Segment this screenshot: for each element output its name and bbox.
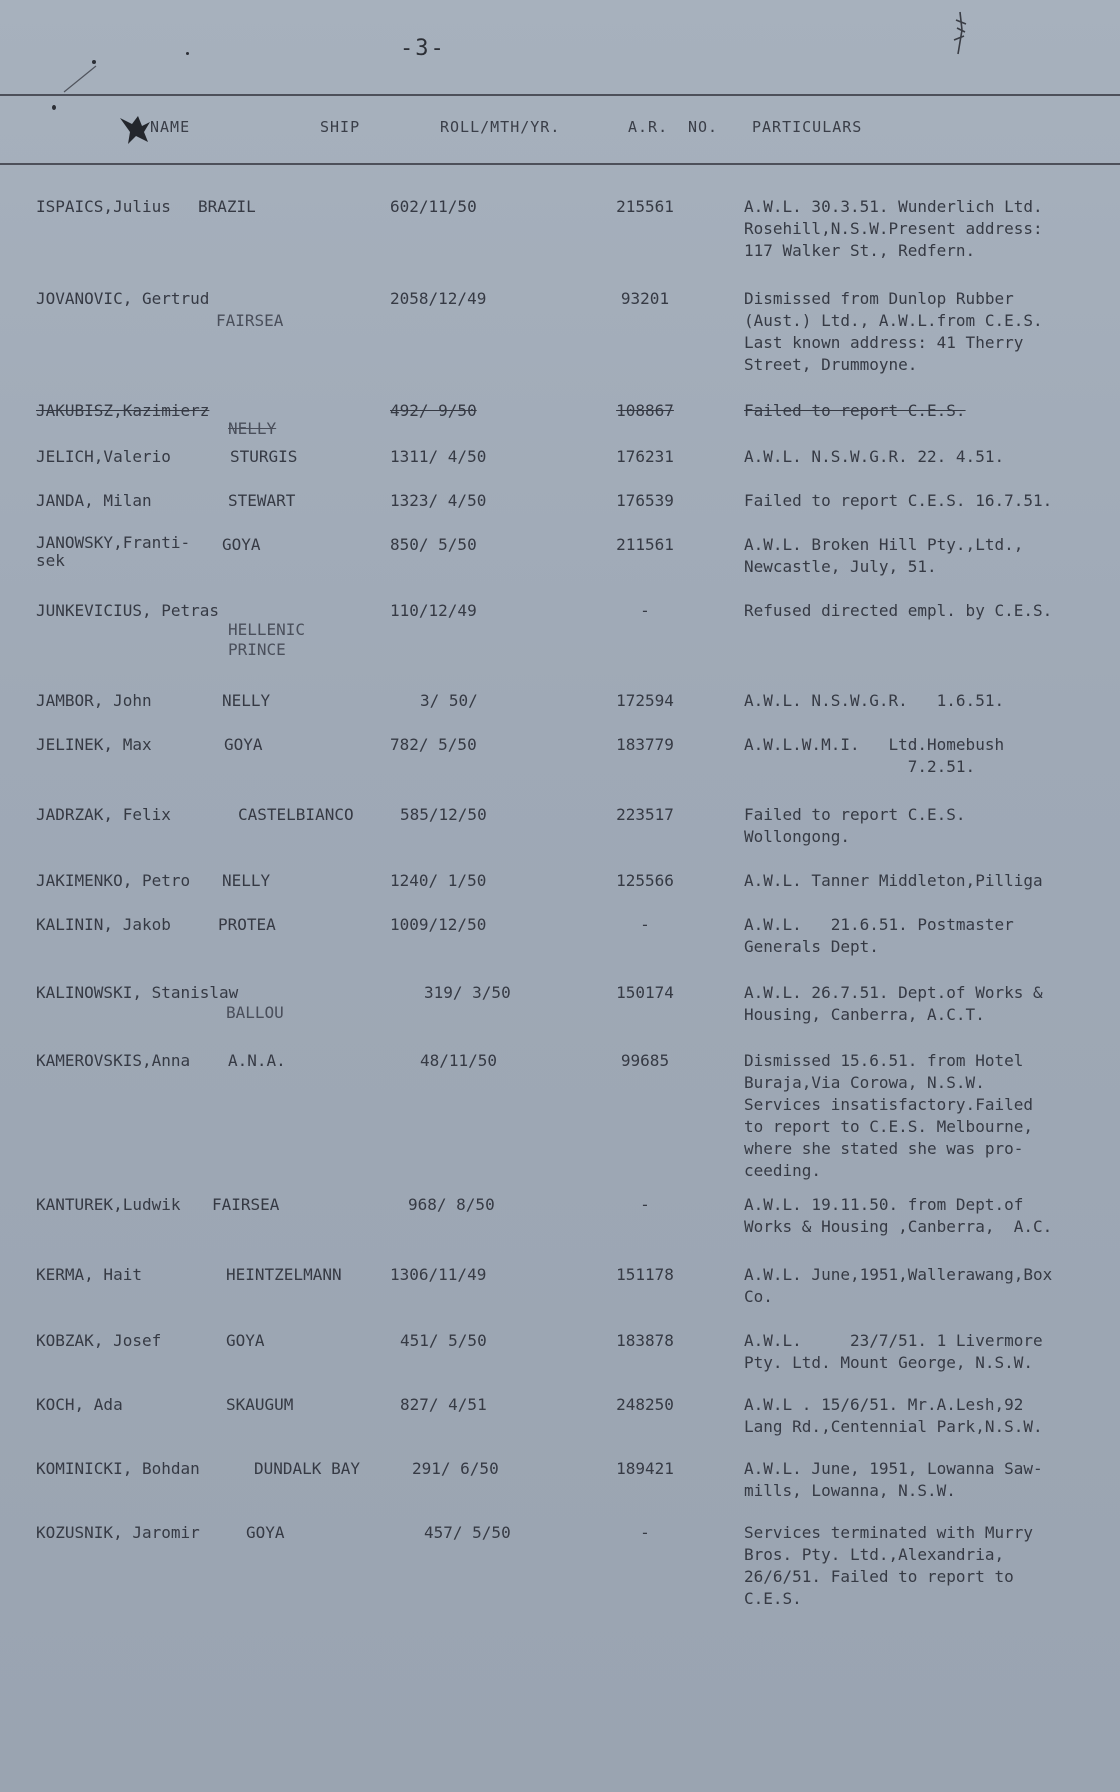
row-ship: HEINTZELMANN	[226, 1265, 342, 1284]
row-ship: NELLY	[228, 419, 277, 438]
row-name: JOVANOVIC, Gertrud	[36, 289, 210, 308]
row-roll: 850/ 5/50	[390, 535, 477, 554]
row-roll: 585/12/50	[400, 805, 487, 824]
row-ar-number: 176539	[616, 491, 674, 510]
row-particulars: Dismissed from Dunlop Rubber (Aust.) Ltd., A.W.L.from C.E.S. Last known address: 41 Therry Street, Drummoyne.	[744, 289, 1043, 374]
row-particulars: A.W.L. 26.7.51. Dept.of Works & Housing, Canberra, A.C.T.	[744, 983, 1043, 1024]
row-particulars: Dismissed 15.6.51. from Hotel Buraja,Via Corowa, N.S.W. Services insatisfactory.Failed to report to C.E.S. Melbourne, where she stated she was pro- ceeding.	[744, 1051, 1033, 1180]
row-ar-number: 99685	[620, 1051, 670, 1070]
row-ship: FAIRSEA	[216, 311, 284, 330]
row-name: KALINOWSKI, Stanislaw	[36, 983, 239, 1002]
row-ar-number: 248250	[616, 1395, 674, 1414]
row-particulars: A.W.L.W.M.I. Ltd.Homebush 7.2.51.	[744, 735, 1005, 776]
row-ship: GOYA	[224, 735, 263, 754]
row-ship: SKAUGUM	[226, 1395, 294, 1414]
page-number: -3-	[400, 36, 446, 61]
row-roll: 492/ 9/50	[390, 401, 477, 420]
row-ar-number: -	[640, 915, 650, 934]
row-ship: CASTELBIANCO	[238, 805, 354, 824]
row-ar-number: 108867	[616, 401, 674, 420]
row-name: KERMA, Hait	[36, 1265, 142, 1284]
row-roll: 1323/ 4/50	[390, 491, 487, 510]
row-name: KOCH, Ada	[36, 1395, 123, 1414]
row-name: JANOWSKY,Franti- sek	[36, 533, 191, 570]
row-ar-number: 176231	[616, 447, 674, 466]
row-particulars: Services terminated with Murry Bros. Pty. Ltd.,Alexandria, 26/6/51. Failed to report to C.E.S.	[744, 1523, 1033, 1608]
row-particulars: A.W.L. 21.6.51. Postmaster Generals Dept.	[744, 915, 1014, 956]
row-particulars: A.W.L . 15/6/51. Mr.A.Lesh,92 Lang Rd.,Centennial Park,N.S.W.	[744, 1395, 1043, 1436]
row-particulars: Refused directed empl. by C.E.S.	[744, 601, 1053, 620]
row-particulars: A.W.L. 23/7/51. 1 Livermore Pty. Ltd. Mount George, N.S.W.	[744, 1331, 1043, 1372]
row-ship: DUNDALK BAY	[254, 1459, 360, 1478]
row-roll: 602/11/50	[390, 197, 477, 216]
row-ar-number: 223517	[616, 805, 674, 824]
row-ar-number: 215561	[616, 197, 674, 216]
row-particulars: A.W.L. N.S.W.G.R. 22. 4.51.	[744, 447, 1005, 466]
row-name: KAMEROVSKIS,Anna	[36, 1051, 191, 1070]
row-roll: 291/ 6/50	[412, 1459, 499, 1478]
row-ar-number: 211561	[616, 535, 674, 554]
row-particulars: Failed to report C.E.S. Wollongong.	[744, 805, 966, 846]
row-roll: 1009/12/50	[390, 915, 487, 934]
row-name: JAKIMENKO, Petro	[36, 871, 191, 890]
row-ar-number: 183779	[616, 735, 674, 754]
row-roll: 2058/12/49	[390, 289, 487, 308]
row-roll: 827/ 4/51	[400, 1395, 487, 1414]
column-header-no: NO.	[688, 118, 719, 136]
row-roll: 1240/ 1/50	[390, 871, 487, 890]
row-ar-number: 172594	[616, 691, 674, 710]
row-name: KOBZAK, Josef	[36, 1331, 162, 1350]
row-name: JELICH,Valerio	[36, 447, 171, 466]
row-name: JANDA, Milan	[36, 491, 152, 510]
row-particulars: A.W.L. 19.11.50. from Dept.of Works & Housing ,Canberra, A.C.	[744, 1195, 1053, 1236]
row-particulars: A.W.L. N.S.W.G.R. 1.6.51.	[744, 691, 1005, 710]
row-ar-number: 183878	[616, 1331, 674, 1350]
row-ship: STURGIS	[230, 447, 298, 466]
row-ship: HELLENIC PRINCE	[228, 620, 306, 659]
row-ship: GOYA	[226, 1331, 265, 1350]
row-ship: BRAZIL	[198, 197, 256, 216]
row-roll: 1311/ 4/50	[390, 447, 487, 466]
row-ar-number: 189421	[616, 1459, 674, 1478]
row-particulars: Failed to report C.E.S. 16.7.51.	[744, 491, 1053, 510]
row-roll: 1306/11/49	[390, 1265, 487, 1284]
column-header-name: NAME	[150, 118, 191, 136]
row-ar-number: -	[640, 1523, 650, 1542]
row-name: KOMINICKI, Bohdan	[36, 1459, 200, 1478]
row-name: KANTUREK,Ludwik	[36, 1195, 181, 1214]
row-ar-number: -	[640, 1195, 650, 1214]
row-roll: 782/ 5/50	[390, 735, 477, 754]
row-particulars: Failed to report C.E.S.	[744, 401, 966, 420]
column-header-particulars: PARTICULARS	[752, 118, 863, 136]
column-header-ar: A.R.	[628, 118, 669, 136]
row-ship: PROTEA	[218, 915, 276, 934]
row-ar-number: 151178	[616, 1265, 674, 1284]
row-name: JAKUBISZ,Kazimierz	[36, 401, 210, 420]
column-header-ship: SHIP	[320, 118, 361, 136]
row-roll: 110/12/49	[390, 601, 477, 620]
row-roll: 319/ 3/50	[424, 983, 511, 1002]
row-ar-number: 150174	[616, 983, 674, 1002]
row-name: ISPAICS,Julius	[36, 197, 171, 216]
row-roll: 451/ 5/50	[400, 1331, 487, 1350]
row-ar-number: -	[640, 601, 650, 620]
row-particulars: A.W.L. Tanner Middleton,Pilliga	[744, 871, 1043, 890]
row-ship: STEWART	[228, 491, 296, 510]
row-ar-number: 93201	[620, 289, 670, 308]
row-roll: 968/ 8/50	[408, 1195, 495, 1214]
row-name: JADRZAK, Felix	[36, 805, 171, 824]
row-particulars: A.W.L. June,1951,Wallerawang,Box Co.	[744, 1265, 1053, 1306]
row-name: JAMBOR, John	[36, 691, 152, 710]
row-name: JELINEK, Max	[36, 735, 152, 754]
row-ship: NELLY	[222, 691, 271, 710]
row-name: JUNKEVICIUS, Petras	[36, 601, 220, 620]
row-roll: 3/ 50/	[420, 691, 478, 710]
row-ship: BALLOU	[226, 1003, 284, 1022]
row-ship: A.N.A.	[228, 1051, 286, 1070]
column-header-roll: ROLL/MTH/YR.	[440, 118, 561, 136]
row-name: KOZUSNIK, Jaromir	[36, 1523, 200, 1542]
row-ship: NELLY	[222, 871, 271, 890]
row-name: KALININ, Jakob	[36, 915, 171, 934]
row-particulars: A.W.L. June, 1951, Lowanna Saw- mills, Lowanna, N.S.W.	[744, 1459, 1043, 1500]
row-ar-number: 125566	[616, 871, 674, 890]
row-roll: 48/11/50	[420, 1051, 498, 1070]
row-particulars: A.W.L. 30.3.51. Wunderlich Ltd. Rosehill,N.S.W.Present address: 117 Walker St., Redfern.	[744, 197, 1043, 260]
row-ship: FAIRSEA	[212, 1195, 280, 1214]
row-roll: 457/ 5/50	[424, 1523, 511, 1542]
row-ship: GOYA	[222, 535, 261, 554]
row-ship: GOYA	[246, 1523, 285, 1542]
row-particulars: A.W.L. Broken Hill Pty.,Ltd., Newcastle, July, 51.	[744, 535, 1024, 576]
